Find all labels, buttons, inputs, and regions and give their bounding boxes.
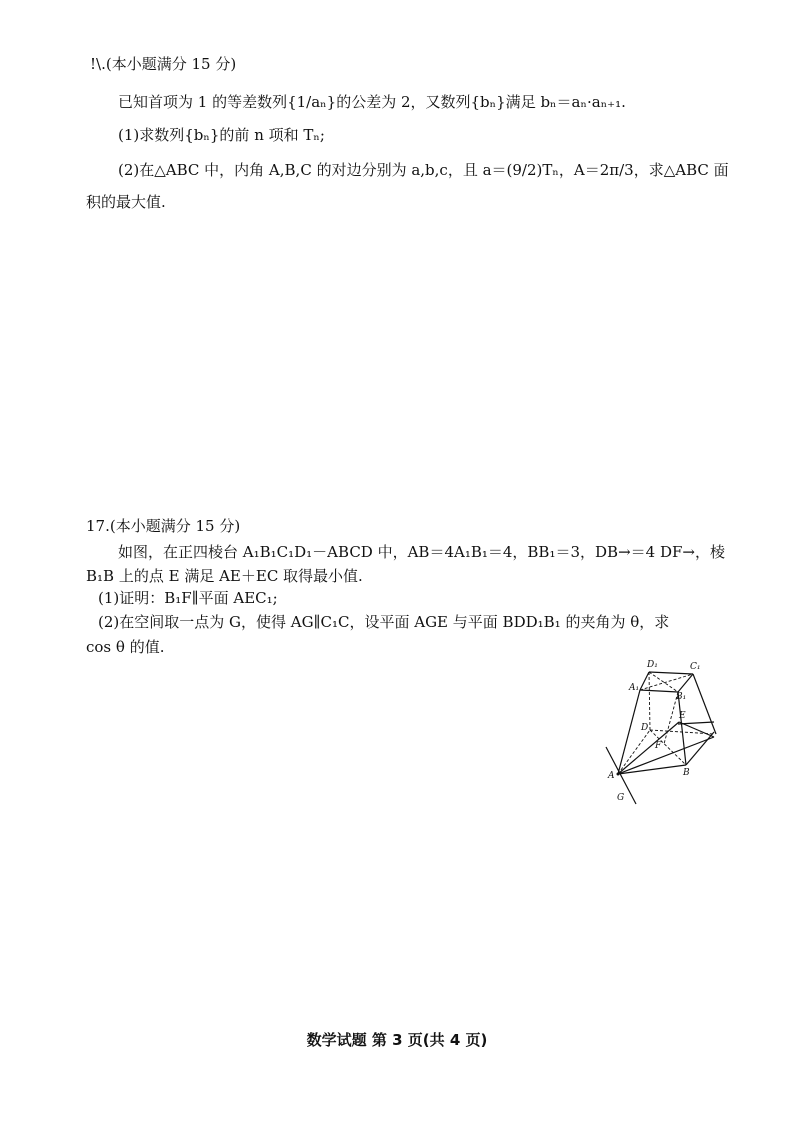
question-17-stem-cont: B₁B 上的点 E 满足 AE＋EC 取得最小值.: [86, 567, 363, 585]
edge-c1c: [693, 674, 716, 734]
segment-ac: [618, 737, 714, 774]
label-f: F: [655, 741, 662, 751]
label-d1: D₁: [647, 660, 658, 670]
segment-ec: [679, 722, 714, 737]
label-c1: C₁: [690, 662, 701, 672]
label-e: E: [679, 711, 686, 721]
question-17-stem: 如图，在正四棱台 A₁B₁C₁D₁－ABCD 中，AB＝4A₁B₁＝4，BB₁＝3，DB→＝4 DF→，棱: [118, 543, 725, 561]
edge-a1b1: [640, 690, 678, 692]
question-17-header: 17.(本小题满分 15 分): [86, 517, 241, 535]
label-a: A: [608, 771, 615, 781]
frustum-diagram: [598, 652, 718, 812]
label-g: G: [617, 793, 625, 803]
segment-ae: [618, 722, 679, 774]
question-16-part-1: (1)求数列{bₙ}的前 n 项和 Tₙ;: [118, 126, 325, 144]
question-16-stem: 已知首项为 1 的等差数列{1/aₙ}的公差为 2，又数列{bₙ}满足 bₙ＝aₙ·aₙ₊₁.: [118, 93, 626, 111]
question-16-part-2: (2)在△ABC 中，内角 A,B,C 的对边分别为 a,b,c，且 a＝(9/2)Tₙ，A＝2π/3，求△ABC 面: [118, 161, 729, 179]
edge-bc: [686, 732, 714, 765]
label-b1: B₁: [676, 692, 687, 702]
edge-b1b: [678, 692, 686, 765]
page-footer: 数学试题 第 3 页(共 4 页): [306, 1031, 488, 1049]
point-a: [617, 773, 620, 776]
label-d: D: [641, 723, 649, 733]
edge-d1d-hidden: [649, 672, 650, 730]
segment-a1c1-hidden: [640, 674, 693, 690]
question-16-part-2-cont: 积的最大值.: [86, 193, 166, 211]
edge-a1a: [618, 690, 640, 774]
question-17-part-1: (1)证明：B₁F∥平面 AEC₁;: [98, 589, 278, 607]
edge-d1a1: [640, 672, 649, 690]
question-17-part-2-cont: cos θ 的值.: [86, 638, 165, 656]
question-16-header: !\.(本小题满分 15 分): [90, 55, 237, 73]
question-17-part-2: (2)在空间取一点为 G，使得 AG∥C₁C，设平面 AGE 与平面 BDD₁B₁ 的夹角为 θ，求: [98, 613, 670, 631]
label-a1: A₁: [629, 683, 640, 693]
frustum-figure: [598, 652, 718, 816]
segment-d1b1-hidden: [649, 672, 678, 692]
label-b: B: [683, 768, 690, 778]
edge-d1c1: [649, 672, 693, 674]
